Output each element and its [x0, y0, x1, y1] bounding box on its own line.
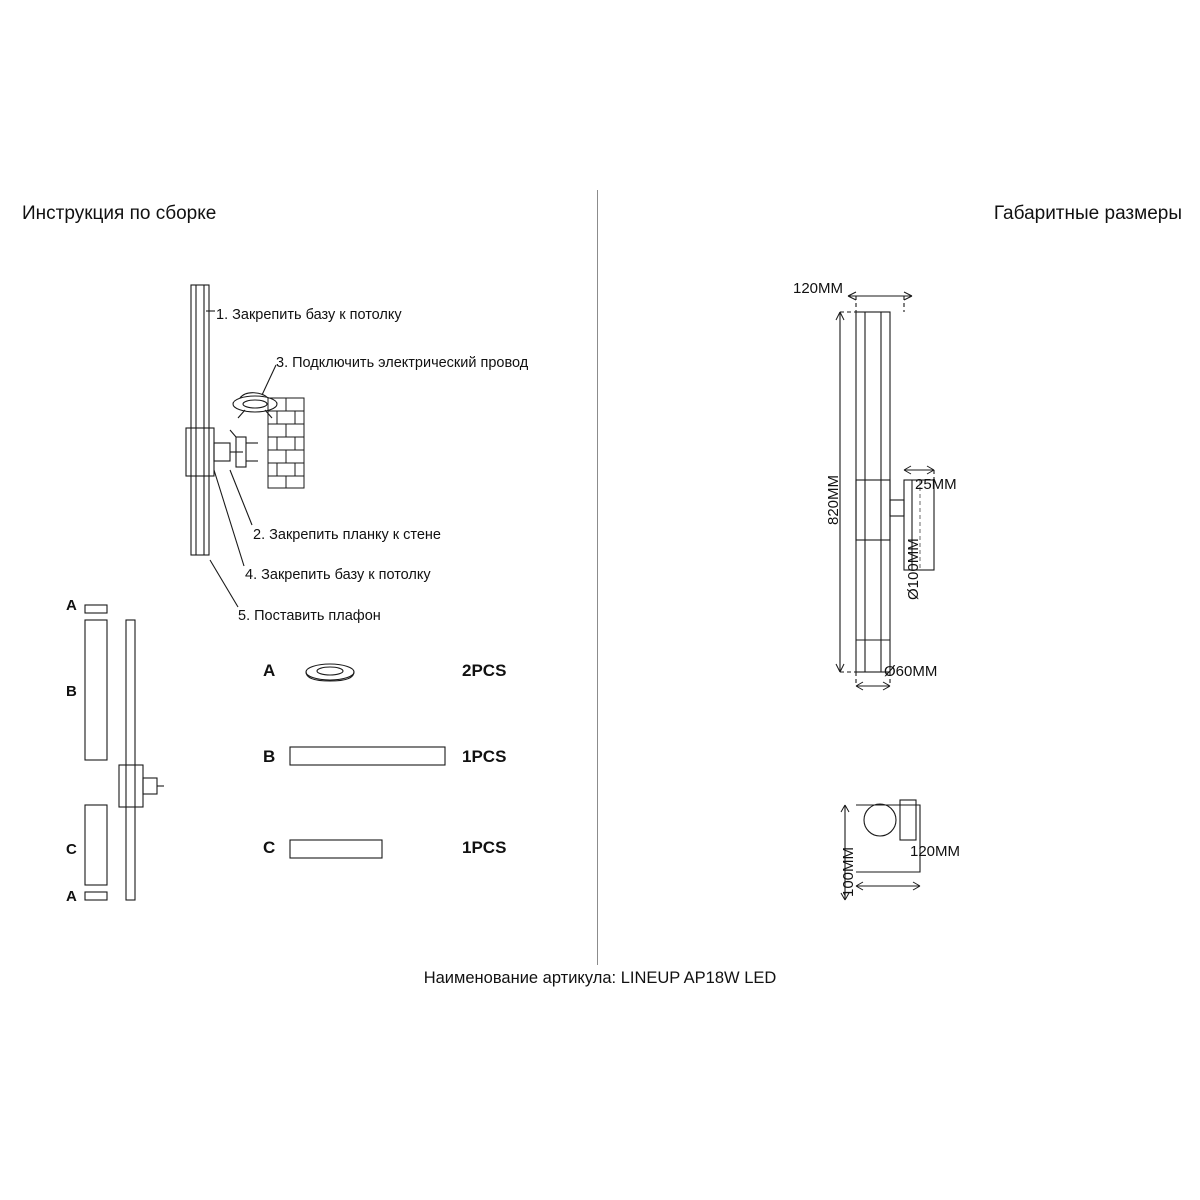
exploded-label-a-top: A	[66, 597, 77, 614]
exploded-label-a-bottom: A	[66, 888, 77, 905]
dimension-width-top: 120MM	[793, 280, 844, 297]
dimension-shade-diameter: Ø100MM	[905, 538, 922, 600]
assembly-step-5: 5. Поставить плафон	[238, 608, 381, 624]
dimension-side-height: 100MM	[840, 846, 857, 897]
dimension-base-diameter: Ø60MM	[884, 663, 938, 680]
dimension-side-depth: 120MM	[910, 843, 961, 860]
parts-row-letter-c: C	[263, 838, 276, 857]
assembly-step-3: 3. Подключить электрический провод	[276, 355, 529, 371]
assembly-step-2: 2. Закрепить планку к стене	[253, 527, 441, 543]
parts-row-letter-a: A	[263, 661, 276, 680]
dimension-total-height: 820MM	[825, 474, 842, 525]
assembly-step-1: 1. Закрепить базу к потолку	[216, 307, 402, 323]
exploded-label-b: B	[66, 683, 77, 700]
article-name: Наименование артикула: LINEUP AP18W LED	[423, 969, 777, 987]
parts-row-qty-a: 2PCS	[462, 661, 507, 680]
dimension-arm-offset: 25MM	[915, 476, 957, 493]
assembly-step-4: 4. Закрепить базу к потолку	[245, 567, 431, 583]
parts-row-qty-c: 1PCS	[462, 838, 507, 857]
page-title-dimensions: Габаритные размеры	[993, 203, 1182, 224]
parts-row-qty-b: 1PCS	[462, 747, 507, 766]
page-title-assembly: Инструкция по сборке	[22, 203, 217, 224]
parts-row-letter-b: B	[263, 747, 276, 766]
exploded-label-c: C	[66, 841, 77, 858]
